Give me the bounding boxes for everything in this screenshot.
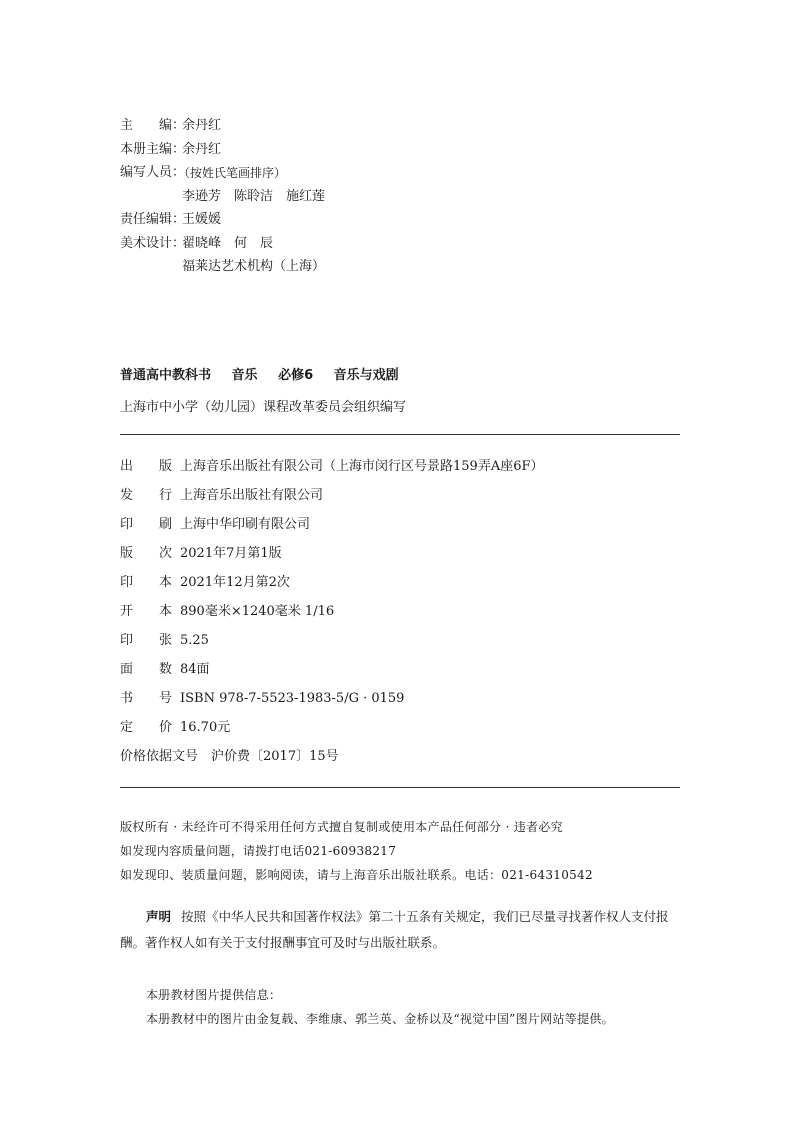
pub-row-edition — [120, 546, 282, 562]
pub-value: 890毫米×1240毫米 1/16 — [180, 604, 335, 619]
pub-key: 定 价 — [120, 720, 173, 735]
pub-value: 上海音乐出版社有限公司（上海市闵行区号景路159弄A座6F） — [180, 459, 544, 474]
pub-key: 发 行 — [120, 488, 173, 503]
book-title-volume: 音乐与戏剧 — [333, 368, 399, 383]
credit-value: 王媛媛 — [182, 212, 222, 227]
credit-label: 编写人员： — [120, 165, 186, 180]
credit-label: 主 编： — [120, 118, 186, 133]
pub-row-distributor — [120, 488, 323, 504]
pub-key: 印 刷 — [120, 517, 173, 532]
credit-responsible-editor — [120, 212, 420, 228]
copyright-notice: 版权所有 · 未经许可不得采用任何方式擅自复制或使用本产品任何部分 · 违者必究 — [120, 820, 563, 834]
book-title-subject: 音乐 — [231, 368, 258, 383]
pub-value: 16.70元 — [180, 720, 231, 735]
declaration-text: 按照《中华人民共和国著作权法》第二十五条有关规定，我们已尽量寻找著作权人支付报酬。著作权人如有关于支付报酬事宜可及时与出版社联系。 — [120, 909, 669, 950]
pub-value: 2021年7月第1版 — [180, 546, 282, 561]
book-title-module: 必修6 — [278, 368, 314, 383]
pub-row-publisher — [120, 459, 544, 475]
book-title — [120, 364, 415, 383]
pub-row-format — [120, 604, 334, 620]
pub-key: 版 次 — [120, 546, 173, 561]
credit-value: 余丹红 — [182, 142, 222, 157]
pub-value: 84面 — [180, 662, 210, 677]
pub-key: 开 本 — [120, 604, 173, 619]
pub-row-pages — [120, 662, 210, 678]
declaration-label: 声明 — [146, 909, 172, 924]
credit-writers-names: 李逊芳 陈聆洁 施红莲 — [182, 189, 326, 204]
pub-key: 印 张 — [120, 633, 173, 648]
pub-key: 面 数 — [120, 662, 173, 677]
print-issue-notice: 如发现印、装质量问题，影响阅读，请与上海音乐出版社联系。电话：021-64310542 — [120, 868, 593, 882]
pub-value: ISBN 978-7-5523-1983-5/G · 0159 — [180, 691, 405, 706]
pub-row-price — [120, 720, 230, 736]
pub-value: 上海音乐出版社有限公司 — [180, 488, 324, 503]
pub-key: 出 版 — [120, 459, 173, 474]
pub-key: 印 本 — [120, 575, 173, 590]
book-organizer: 上海市中小学（幼儿园）课程改革委员会组织编写 — [120, 400, 407, 415]
credit-label: 责任编辑： — [120, 212, 186, 227]
book-title-series: 普通高中教科书 — [120, 368, 212, 383]
pub-value: 上海中华印刷有限公司 — [180, 517, 311, 532]
pub-value: 2021年12月第2次 — [180, 575, 290, 590]
credit-value: 余丹红 — [182, 118, 222, 133]
credit-note: （按姓氏笔画排序） — [178, 166, 287, 180]
pub-row-printing — [120, 575, 290, 591]
pub-value: 5.25 — [180, 633, 209, 648]
price-basis: 价格依据文号 沪价费〔2017〕15号 — [120, 749, 339, 764]
credit-writers — [120, 165, 420, 181]
declaration — [120, 904, 680, 956]
credit-chief-editor — [120, 118, 420, 134]
credit-label: 本册主编： — [120, 142, 186, 157]
credit-volume-editor — [120, 142, 420, 158]
pub-row-sheets — [120, 633, 209, 649]
credit-art-design-agency: 福莱达艺术机构（上海） — [182, 259, 326, 274]
pub-row-printer — [120, 517, 310, 533]
content-issue-notice: 如发现内容质量问题，请拨打电话021-60938217 — [120, 844, 397, 858]
credit-art-design — [120, 236, 420, 252]
pub-row-isbn — [120, 691, 404, 707]
image-info-text: 本册教材中的图片由金复载、李维康、郭兰英、金桥以及“视觉中国”图片网站等提供。 — [146, 1012, 614, 1026]
divider-bottom — [120, 787, 680, 788]
credit-value: 翟晓峰 何 辰 — [182, 236, 274, 251]
divider-top — [120, 434, 680, 435]
pub-key: 书 号 — [120, 691, 173, 706]
image-info-title: 本册教材图片提供信息： — [146, 988, 282, 1002]
credit-label: 美术设计： — [120, 236, 186, 251]
